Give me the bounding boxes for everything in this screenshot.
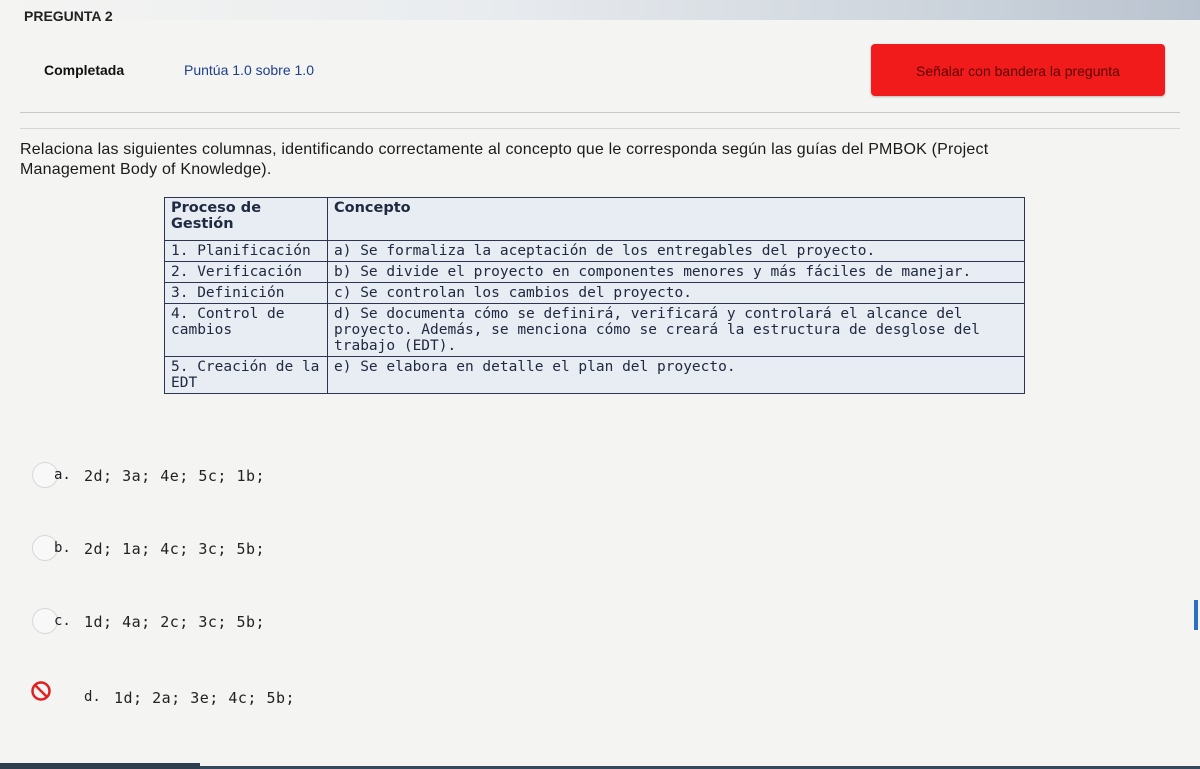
table-row (165, 283, 1025, 304)
concept-cell: c) Se controlan los cambios del proyecto. (328, 283, 1025, 304)
question-state: Completada (44, 62, 125, 78)
table-row (165, 241, 1025, 262)
concept-cell: a) Se formaliza la aceptación de los entregables del proyecto. (328, 241, 1025, 262)
process-cell: 3. Definición (165, 283, 328, 304)
bottom-bar (0, 763, 200, 769)
option-letter: b. (54, 540, 71, 556)
divider (20, 112, 1180, 113)
header-process: Proceso de Gestión (165, 198, 328, 241)
process-cell: 5. Creación de la EDT (165, 357, 328, 394)
option-letter: c. (54, 613, 71, 629)
scrollbar-marker (1194, 600, 1198, 630)
process-cell: 4. Control de cambios (165, 304, 328, 357)
pmbok-table (164, 197, 1025, 394)
process-cell: 2. Verificación (165, 262, 328, 283)
table-row (165, 357, 1025, 394)
divider (20, 128, 1180, 129)
question-prompt (20, 140, 1180, 180)
process-cell: 1. Planificación (165, 241, 328, 262)
table-header-row (165, 198, 1025, 241)
concept-cell: e) Se elabora en detalle el plan del proyecto. (328, 357, 1025, 394)
flag-question-button[interactable]: Señalar con bandera la pregunta (871, 44, 1165, 96)
option-text[interactable]: 1d; 4a; 2c; 3c; 5b; (84, 613, 266, 631)
question-number: PREGUNTA 2 (24, 8, 113, 24)
table-row (165, 304, 1025, 357)
concept-cell: d) Se documenta cómo se definirá, verificará y controlará el alcance del proyecto. Además, se menciona cómo se creará la estructura de desglose del trabajo (EDT). (328, 304, 1025, 357)
option-text[interactable]: 2d; 3a; 4e; 5c; 1b; (84, 467, 266, 485)
option-text[interactable]: 1d; 2a; 3e; 4c; 5b; (114, 689, 296, 707)
option-text[interactable]: 2d; 1a; 4c; 3c; 5b; (84, 540, 266, 558)
option-letter: a. (54, 467, 71, 483)
concept-cell: b) Se divide el proyecto en componentes menores y más fáciles de manejar. (328, 262, 1025, 283)
header-concept: Concepto (328, 198, 1025, 241)
question-grade: Puntúa 1.0 sobre 1.0 (184, 62, 314, 78)
incorrect-icon (30, 680, 52, 702)
prompt-line-1: Relaciona las siguientes columnas, identificando correctamente al concepto que le corresponda según las guías del PMBOK (Project (20, 141, 989, 158)
prompt-line-2: Management Body of Knowledge). (20, 161, 272, 178)
option-letter: d. (84, 689, 101, 705)
top-strip (0, 0, 1200, 20)
table-row (165, 262, 1025, 283)
